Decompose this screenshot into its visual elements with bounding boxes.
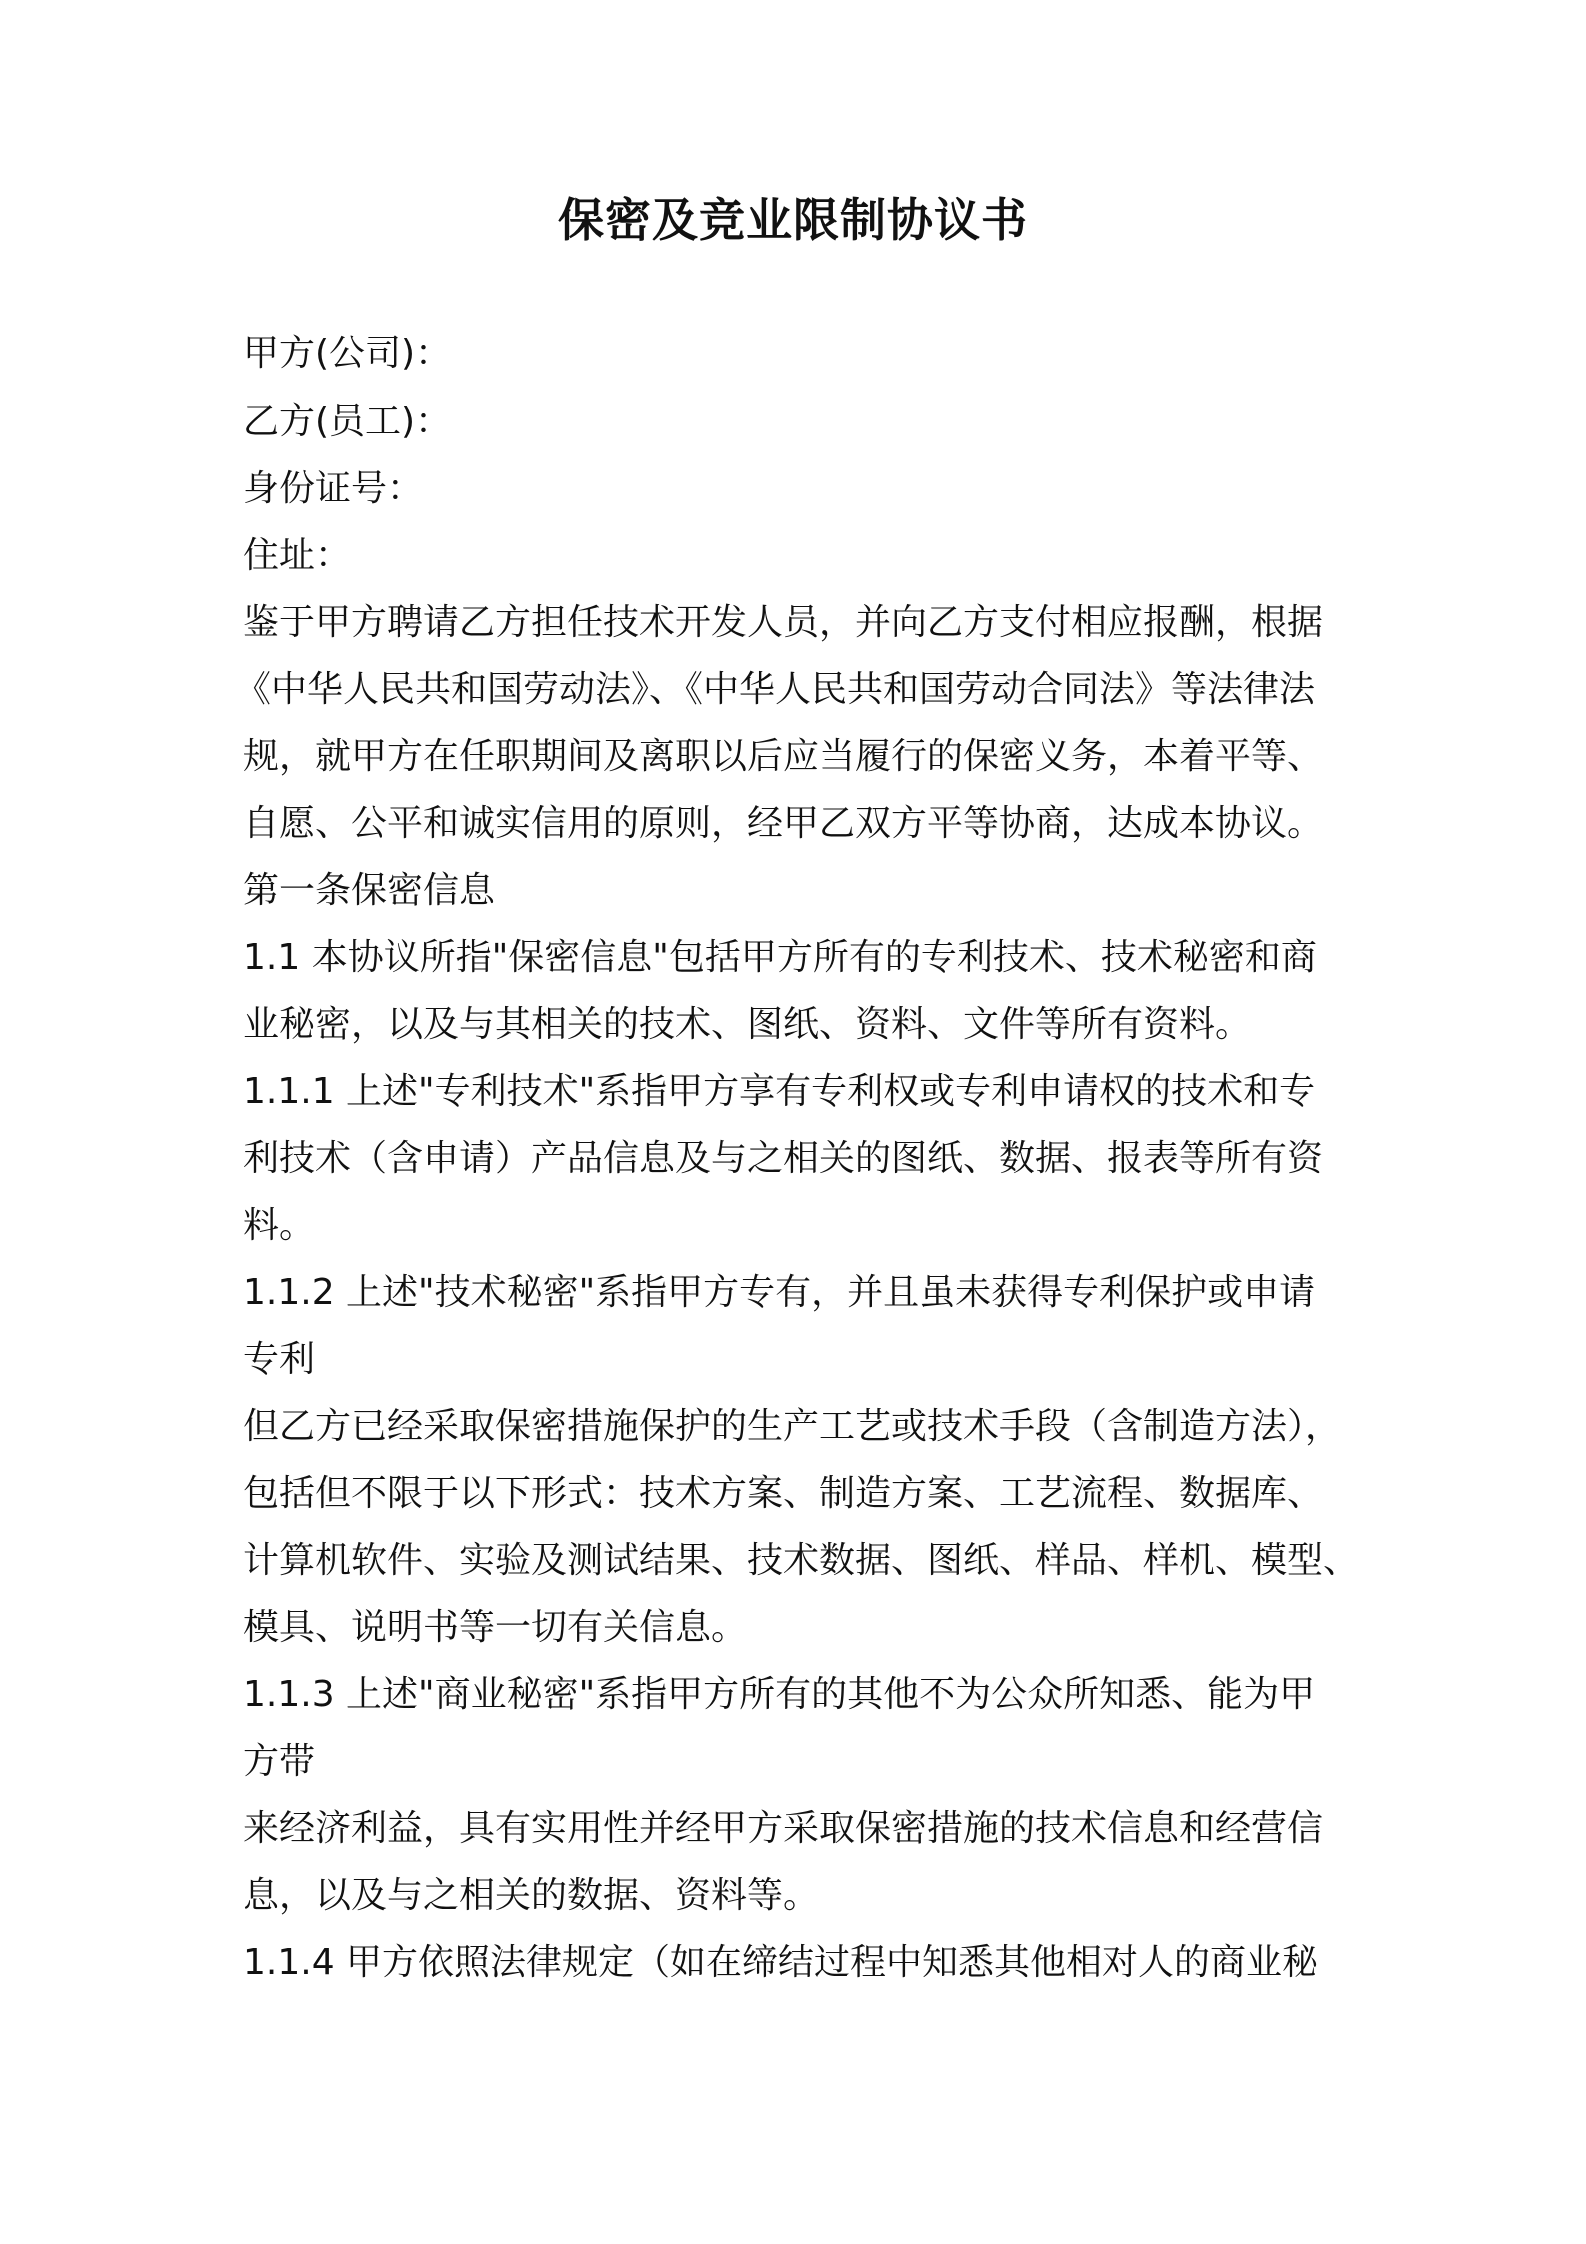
document-title: 保密及竞业限制协议书 bbox=[558, 193, 1028, 247]
clause-line: 但乙方已经采取保密措施保护的生产工艺或技术手段（含制造方法）， bbox=[243, 1406, 1342, 1447]
field-id-number: 身份证号： bbox=[243, 468, 424, 509]
preamble-line: 鉴于甲方聘请乙方担任技术开发人员，并向乙方支付相应报酬，根据 bbox=[243, 602, 1324, 643]
clause-line: 方带 bbox=[243, 1741, 316, 1782]
clause-line: 1.1.4 甲方依照法律规定（如在缔结过程中知悉其他相对人的商业秘 bbox=[243, 1942, 1319, 1983]
article-heading: 第一条保密信息 bbox=[243, 870, 496, 911]
clause-line: 来经济利益，具有实用性并经甲方采取保密措施的技术信息和经营信 bbox=[243, 1808, 1324, 1849]
clause-line: 专利 bbox=[243, 1339, 316, 1380]
clause-line: 料。 bbox=[243, 1205, 316, 1246]
clause-line: 业秘密，以及与其相关的技术、图纸、资料、文件等所有资料。 bbox=[243, 1004, 1252, 1045]
clause-line: 计算机软件、实验及测试结果、技术数据、图纸、样品、样机、模型、 bbox=[243, 1540, 1360, 1581]
preamble-line: 自愿、公平和诚实信用的原则，经甲乙双方平等协商，达成本协议。 bbox=[243, 803, 1324, 844]
preamble-line: 《中华人民共和国劳动法》、《中华人民共和国劳动合同法》等法律法 bbox=[235, 669, 1316, 710]
field-party-b: 乙方(员工)： bbox=[243, 401, 452, 442]
clause-line: 息，以及与之相关的数据、资料等。 bbox=[243, 1875, 820, 1916]
clause-line: 利技术（含申请）产品信息及与之相关的图纸、数据、报表等所有资 bbox=[243, 1138, 1324, 1179]
clause-line: 1.1.3 上述"商业秘密"系指甲方所有的其他不为公众所知悉、能为甲 bbox=[243, 1674, 1316, 1715]
clause-line: 1.1 本协议所指"保密信息"包括甲方所有的专利技术、技术秘密和商 bbox=[243, 937, 1317, 978]
clause-line: 包括但不限于以下形式：技术方案、制造方案、工艺流程、数据库、 bbox=[243, 1473, 1324, 1514]
field-party-a: 甲方(公司)： bbox=[243, 333, 452, 374]
field-address: 住址： bbox=[243, 535, 352, 576]
clause-line: 1.1.2 上述"技术秘密"系指甲方专有，并且虽未获得专利保护或申请 bbox=[243, 1272, 1316, 1313]
preamble-line: 规，就甲方在任职期间及离职以后应当履行的保密义务，本着平等、 bbox=[243, 736, 1324, 777]
clause-line: 1.1.1 上述"专利技术"系指甲方享有专利权或专利申请权的技术和专 bbox=[243, 1071, 1316, 1112]
clause-line: 模具、说明书等一切有关信息。 bbox=[243, 1607, 748, 1648]
